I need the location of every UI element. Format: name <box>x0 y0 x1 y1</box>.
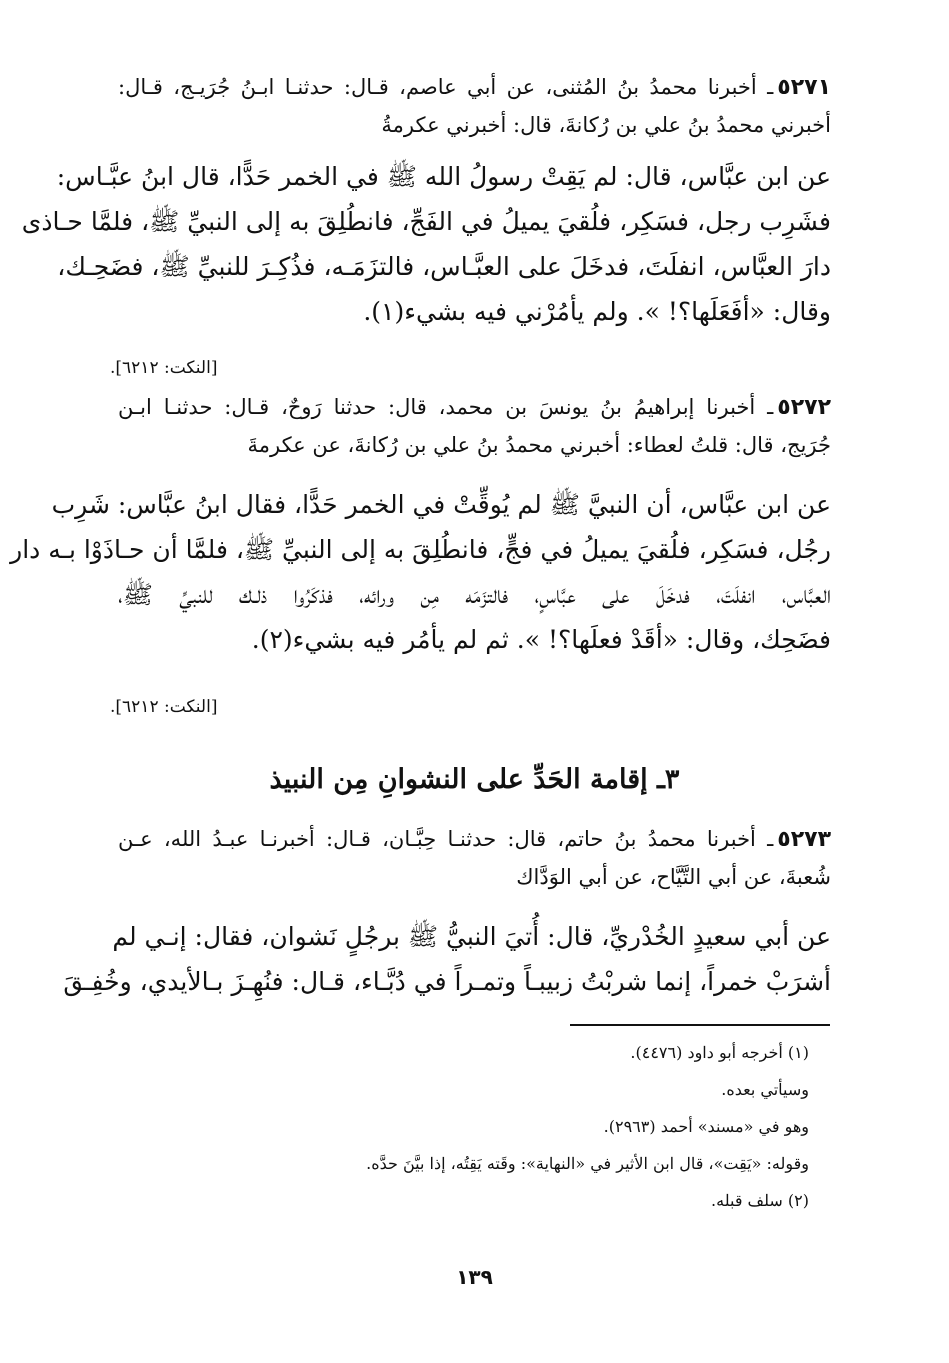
hadith-number: ٥٢٧٢ <box>777 395 831 420</box>
sanad-text: ـ أخبرنا إبراهيمُ بنُ يونسَ بن محمد، قال: حدثنا رَوحٌ، قـال: حدثنـا ابـن <box>118 395 774 419</box>
hadith-5272-sanad <box>118 388 831 464</box>
text-line: أخبرني محمدُ بنُ علي بن رُكانةَ، قال: أخبرني عكرمةُ <box>381 113 831 137</box>
footnote: (١) أخرجه أبو داود (٤٤٧٦). <box>630 1043 809 1062</box>
sanad-text: ـ أخبرنا محمدُ بنُ حاتم، قال: حدثنـا حِبَّـان، قـال: أخبرنـا عبـدُ الله، عـن <box>118 827 774 851</box>
hadith-5272-matn <box>10 482 831 662</box>
footnote: وسيأتي بعده. <box>721 1080 809 1099</box>
text-line: عن ابن عبَّاس، أن النبيَّ ﷺ لم يُوقِّتْ في الخمر حَدًّا، فقال ابنُ عبَّاس: شَرِب <box>51 490 831 519</box>
text-line <box>118 388 831 426</box>
text-line: عن أبي سعيدٍ الخُدْريِّ، قال: أُتيَ النبيُّ ﷺ برجُلٍ نَشوان، فقال: إنـي لم <box>112 922 831 951</box>
footnotes <box>150 1034 809 1219</box>
text-line: أشرَبْ خمراً، إنما شربْتُ زبيبـاً وتمـراً في دُبَّـاء، قـال: فنُهِـزَ بـالأيدي، وخُفِـقَ <box>63 967 831 996</box>
text-line: عن ابن عبَّاس، قال: لم يَقِتْ رسولُ الله ﷺ في الخمر حَدًّا، قال ابنُ عبَّـاس: <box>56 162 831 191</box>
text-line: وقال: «أفَعَلَها؟! ». ولم يأمُرْني فيه بشيء(١). <box>363 297 831 326</box>
footnote: وقوله: «يَقِت»، قال ابن الأثير في «النهاية»: وقَته يَقِتُه، إذا بيَّنَ حدَّه. <box>366 1154 809 1173</box>
page-number: ١٣٩ <box>456 1265 493 1289</box>
sanad-text: ـ أخبرنا محمدُ بنُ المُثنى، عن أبي عاصم، قـال: حدثنـا ابـنُ جُرَيـج، قـال: <box>118 75 774 99</box>
text-line: شُعبةَ، عن أبي التَّيَّاح، عن أبي الوَدَّاك <box>516 865 831 889</box>
hadith-5273-sanad <box>118 820 831 896</box>
text-line: فضَحِك، وقال: «أقَدْ فعلَها؟! ». ثم لم يأمُر فيه بشيء(٢). <box>251 625 831 654</box>
footnote-divider <box>570 1024 830 1026</box>
text-line: جُرَيج، قال: قلتُ لعطاء: أخبرني محمدُ بنُ علي بن رُكانةَ، عن عكرمةَ <box>247 433 831 457</box>
footnote: وهو في «مسند» أحمد (٢٩٦٣). <box>603 1117 809 1136</box>
hadith-5271-matn <box>21 154 831 334</box>
hadith-5273-matn <box>63 914 831 1004</box>
hadith-number: ٥٢٧١ <box>777 75 831 100</box>
text-line: فشَرِب رجل، فسَكِر، فلُقيَ يميلُ في الفَجِّ، فانطُلِقَ به إلى النبيِّ ﷺ، فلمَّا حـاذى <box>21 207 831 236</box>
text-line <box>118 820 831 858</box>
hadith-5272-reference: [النكت: ٦٢١٢]. <box>110 697 218 717</box>
hadith-number: ٥٢٧٣ <box>777 827 831 852</box>
text-line: العبَّاس، انفلَتَ، فدخَلَ على عبَّاسٍ، فالتزَمَه مِن ورائه، فذكَرُوا ذلـك للنبيِّ ﷺ، <box>118 580 831 609</box>
text-line <box>118 68 831 106</box>
footnote: (٢) سلف قبله. <box>711 1191 809 1210</box>
hadith-5271-sanad <box>118 68 831 144</box>
text-line: دارَ العبَّاس، انفلَتَ، فدخَلَ على العبَّـاس، فالتزَمَـه، فذُكِـرَ للنبيِّ ﷺ، فضَحِـك، <box>57 252 831 281</box>
section-heading: ٣ـ إقامة الحَدِّ على النشوانِ مِن النبيذ <box>269 764 680 795</box>
hadith-5271-reference: [النكت: ٦٢١٢]. <box>110 358 218 378</box>
text-line: رجُل، فسَكِر، فلُقيَ يميلُ في فجٍّ، فانطُلِقَ به إلى النبيِّ ﷺ، فلمَّا أن حـاذَوْا بـه دار <box>10 535 831 564</box>
